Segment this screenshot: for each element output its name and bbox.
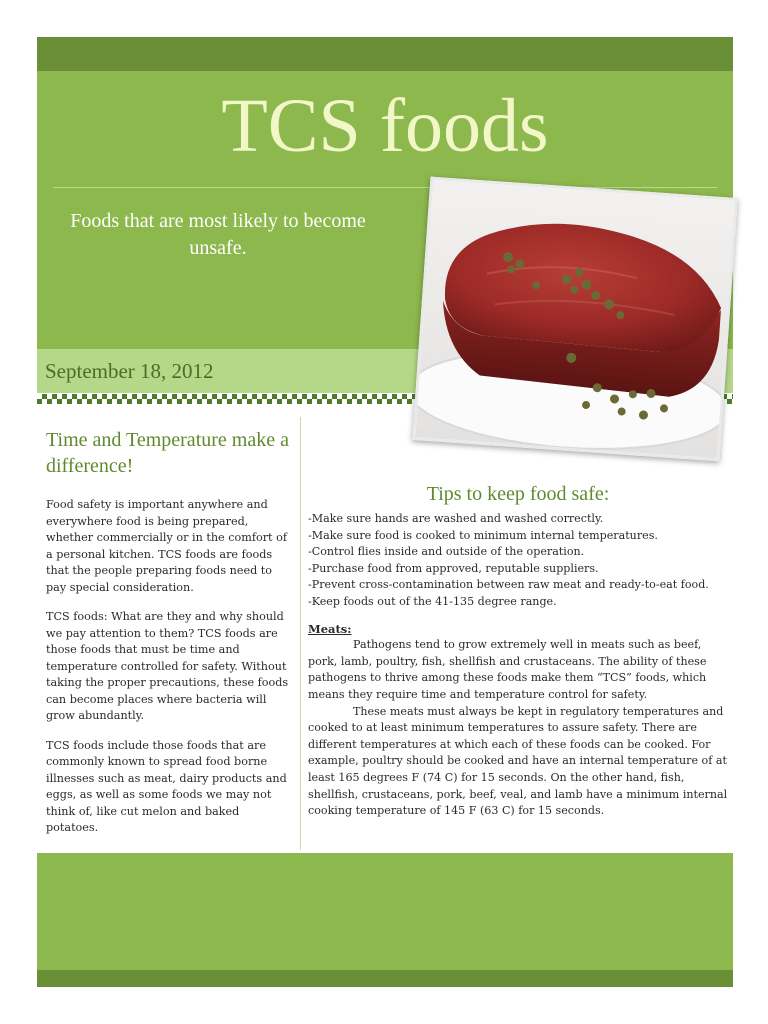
tips-heading: Tips to keep food safe: (426, 483, 610, 505)
top-band (37, 37, 733, 71)
meats-paragraph: These meats must always be kept in regulatory temperatures and cooked to at least minimum temperatures to assure safety. There are different temperatures at which each of these foods can be cooked. For example, poultry should be cooked and have an internal temperature of at least 165 degrees F (74 C) for 15 seconds. On the other hand, fish, shellfish, crustaceans, pork, beef, veal, and lamb have a minimum internal cooking temperature of 145 F (63 C) for 15 seconds. (308, 704, 728, 818)
page-subtitle: Foods that are most likely to become unsafe. (70, 210, 366, 259)
tip-item: -Prevent cross-contamination between raw meat and ready-to-eat food. (308, 578, 709, 592)
meats-heading: Meats: (308, 621, 352, 636)
tip-item: -Keep foods out of the 41-135 degree range. (308, 594, 557, 608)
left-column-heading: Time and Temperature make a difference! (46, 429, 289, 477)
left-column (46, 427, 292, 850)
steak-photo (412, 177, 738, 462)
tip-item: -Make sure hands are washed and washed correctly. (308, 512, 604, 525)
left-paragraph: TCS foods include those foods that are commonly known to spread food borne illnesses such as meat, dairy products and eggs, as well as some foods we may not think of, like cut melon and baked potatoes. (46, 738, 287, 834)
tip-item: -Make sure food is cooked to minimum internal temperatures. (308, 528, 658, 542)
left-paragraph: TCS foods: What are they and why should we pay attention to them? TCS foods are those foods that must be time and temperature controlled for safety. Without taking the proper precautions, these foods can become places where bacteria will grow abundantly. (46, 610, 289, 722)
page-title: TCS foods (221, 84, 549, 168)
right-column (308, 481, 728, 820)
footer-band (37, 853, 733, 970)
steak-image (415, 180, 734, 458)
tip-item: -Control flies inside and outside of the operation. (308, 545, 585, 559)
meats-paragraph: Pathogens tend to grow extremely well in meats such as beef, pork, lamb, poultry, fish, shellfish and crustaceans. The ability of these pathogens to thrive among these foods make them “TCS” foods, which means they require time and temperature control for safety. (308, 638, 707, 701)
newsletter-page (37, 37, 733, 987)
column-divider (300, 417, 301, 850)
left-paragraph: Food safety is important anywhere and everywhere food is being prepared, whether commercially or in the comfort of a personal kitchen. TCS foods are foods that the people preparing foods need to pay special consideration. (46, 498, 287, 594)
header-divider (53, 187, 717, 188)
issue-date: September 18, 2012 (45, 359, 214, 383)
tip-item: -Purchase food from approved, reputable suppliers. (308, 561, 599, 575)
bottom-band (37, 970, 733, 987)
tips-list (308, 511, 728, 611)
